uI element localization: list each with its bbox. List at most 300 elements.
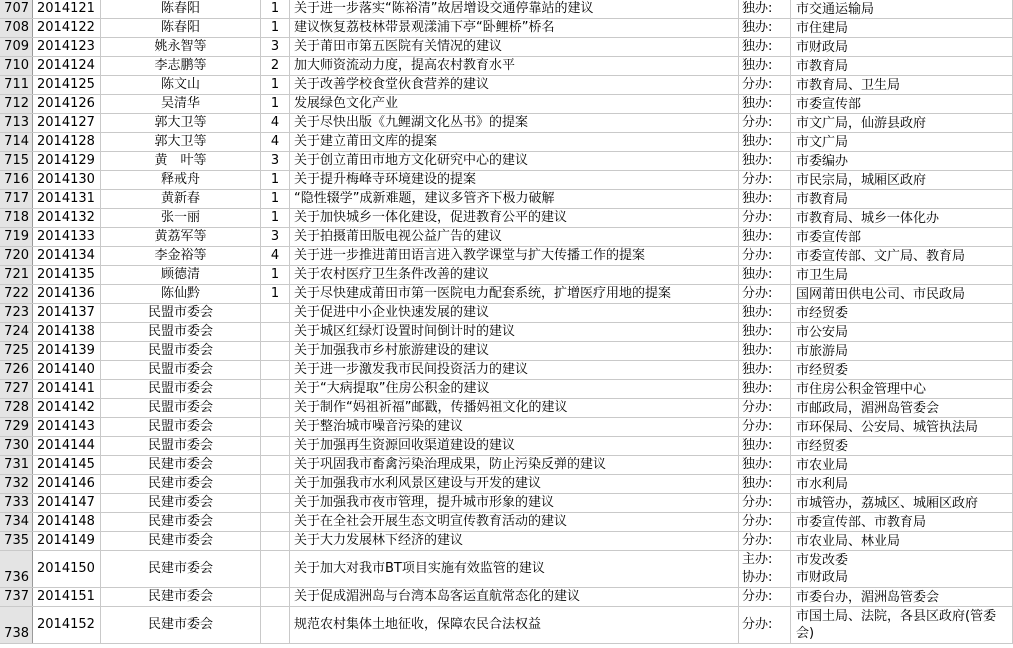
cell-handling-mode[interactable]: [739, 152, 791, 170]
row-header[interactable]: 724: [0, 323, 33, 341]
cell-department[interactable]: [791, 228, 1013, 246]
cell-count[interactable]: 1: [261, 209, 290, 227]
cell-handling-mode[interactable]: [739, 19, 791, 37]
table-row[interactable]: [0, 38, 1013, 57]
cell-count[interactable]: [261, 399, 290, 417]
cell-count[interactable]: [261, 532, 290, 550]
handling-mode-text: 分办:: [742, 617, 773, 632]
cell-handling-mode[interactable]: [739, 551, 791, 587]
cell-department[interactable]: [791, 588, 1013, 606]
cell-handling-mode[interactable]: [739, 228, 791, 246]
department-text: 市发改委: [796, 553, 849, 568]
table-row[interactable]: [0, 209, 1013, 228]
handling-mode-text: 分办:: [742, 533, 773, 548]
cell-count[interactable]: 2: [261, 57, 290, 75]
cell-title[interactable]: 关于尽快出版《九鲤湖文化丛书》的提案: [290, 114, 739, 132]
cell-proposer[interactable]: 民盟市委会: [101, 342, 261, 360]
cell-title[interactable]: 关于制作“妈祖祈福”邮戳，传播妈祖文化的建议: [290, 399, 739, 417]
cell-title[interactable]: 关于拍摄莆田版电视公益广告的建议: [290, 228, 739, 246]
table-row[interactable]: [0, 399, 1013, 418]
cell-department[interactable]: [791, 494, 1013, 512]
department-text: 市委宣传部: [796, 96, 862, 112]
cell-department[interactable]: [791, 190, 1013, 208]
handling-mode-text: 分办:: [742, 115, 773, 130]
cell-department[interactable]: [791, 475, 1013, 493]
handling-mode-text: 协办:: [742, 570, 773, 585]
cell-count[interactable]: 1: [261, 266, 290, 284]
cell-proposer[interactable]: 民建市委会: [101, 588, 261, 606]
cell-proposer[interactable]: 民建市委会: [101, 456, 261, 474]
table-row[interactable]: [0, 551, 1013, 588]
table-row[interactable]: [0, 0, 1013, 19]
cell-handling-mode[interactable]: [739, 114, 791, 132]
cell-proposer[interactable]: 陈仙黔: [101, 285, 261, 303]
row-header[interactable]: 712: [0, 95, 33, 113]
cell-code[interactable]: 2014136: [33, 285, 101, 303]
cell-count[interactable]: 4: [261, 114, 290, 132]
department-text: 市文广局: [796, 134, 849, 150]
handling-mode-text: 分办:: [742, 172, 773, 187]
table-row[interactable]: [0, 588, 1013, 607]
row-header[interactable]: 729: [0, 418, 33, 436]
cell-department[interactable]: [791, 456, 1013, 474]
cell-title[interactable]: 关于加强我市水利风景区建设与开发的建议: [290, 475, 739, 493]
cell-department[interactable]: [791, 342, 1013, 360]
cell-title[interactable]: 关于尽快建成莆田市第一医院电力配套系统，扩增医疗用地的提案: [290, 285, 739, 303]
cell-count[interactable]: 1: [261, 171, 290, 189]
cell-code[interactable]: 2014152: [33, 607, 101, 643]
handling-mode-text: 分办:: [742, 419, 773, 434]
cell-proposer[interactable]: 民建市委会: [101, 607, 261, 643]
row-header[interactable]: 735: [0, 532, 33, 550]
row-header[interactable]: 732: [0, 475, 33, 493]
row-header[interactable]: 718: [0, 209, 33, 227]
cell-title[interactable]: 关于整治城市噪音污染的建议: [290, 418, 739, 436]
cell-code[interactable]: 2014132: [33, 209, 101, 227]
cell-code[interactable]: 2014135: [33, 266, 101, 284]
cell-title[interactable]: 关于农村医疗卫生条件改善的建议: [290, 266, 739, 284]
cell-count[interactable]: [261, 494, 290, 512]
cell-handling-mode[interactable]: [739, 133, 791, 151]
department-text: 市财政局: [796, 570, 849, 585]
table-row[interactable]: [0, 361, 1013, 380]
cell-code[interactable]: 2014123: [33, 38, 101, 56]
cell-title[interactable]: 关于进一步推进莆田语言进入教学课堂与扩大传播工作的提案: [290, 247, 739, 265]
cell-handling-mode[interactable]: [739, 588, 791, 606]
cell-handling-mode[interactable]: [739, 475, 791, 493]
cell-proposer[interactable]: 张一丽: [101, 209, 261, 227]
table-row[interactable]: [0, 19, 1013, 38]
row-header[interactable]: 719: [0, 228, 33, 246]
cell-title[interactable]: 关于创立莆田市地方文化研究中心的建议: [290, 152, 739, 170]
cell-proposer[interactable]: 姚永智等: [101, 38, 261, 56]
cell-code[interactable]: 2014144: [33, 437, 101, 455]
cell-count[interactable]: [261, 418, 290, 436]
cell-count[interactable]: [261, 551, 290, 587]
cell-count[interactable]: 1: [261, 190, 290, 208]
cell-department[interactable]: [791, 209, 1013, 227]
cell-title[interactable]: 关于加强我市乡村旅游建设的建议: [290, 342, 739, 360]
table-row[interactable]: [0, 76, 1013, 95]
handling-mode-text: 独办:: [742, 20, 773, 35]
table-row[interactable]: [0, 532, 1013, 551]
cell-handling-mode[interactable]: [739, 0, 791, 18]
handling-mode-text: 独办:: [742, 1, 773, 16]
cell-count[interactable]: [261, 437, 290, 455]
row-header[interactable]: 711: [0, 76, 33, 94]
department-text: 市住建局: [796, 20, 849, 36]
cell-handling-mode[interactable]: [739, 57, 791, 75]
table-row[interactable]: [0, 456, 1013, 475]
table-row[interactable]: [0, 513, 1013, 532]
department-text: 国网莆田供电公司、市民政局: [796, 286, 966, 302]
row-header[interactable]: 736: [0, 551, 33, 587]
department-text: 市经贸委: [796, 305, 849, 321]
cell-title[interactable]: 关于加强再生资源回收渠道建设的建议: [290, 437, 739, 455]
department-text: 市财政局: [796, 39, 849, 55]
table-row[interactable]: [0, 285, 1013, 304]
row-header[interactable]: 733: [0, 494, 33, 512]
cell-handling-mode[interactable]: [739, 209, 791, 227]
cell-department[interactable]: [791, 551, 1013, 587]
cell-department[interactable]: [791, 19, 1013, 37]
row-header[interactable]: 722: [0, 285, 33, 303]
cell-code[interactable]: 2014129: [33, 152, 101, 170]
row-header[interactable]: 707: [0, 0, 33, 18]
cell-proposer[interactable]: 民盟市委会: [101, 361, 261, 379]
department-text: 市邮政局，湄洲岛管委会: [796, 400, 940, 416]
handling-mode-text: 独办:: [742, 343, 773, 358]
cell-code[interactable]: 2014141: [33, 380, 101, 398]
cell-department[interactable]: [791, 418, 1013, 436]
table-row[interactable]: [0, 323, 1013, 342]
cell-count[interactable]: [261, 323, 290, 341]
cell-proposer[interactable]: 黄新春: [101, 190, 261, 208]
handling-mode-text: 分办:: [742, 77, 773, 92]
cell-department[interactable]: [791, 304, 1013, 322]
handling-mode-text: 独办:: [742, 191, 773, 206]
cell-title[interactable]: 关于大力发展林下经济的建议: [290, 532, 739, 550]
cell-count[interactable]: [261, 513, 290, 531]
department-text: 市教育局: [796, 58, 849, 74]
row-header[interactable]: 721: [0, 266, 33, 284]
cell-code[interactable]: 2014145: [33, 456, 101, 474]
cell-count[interactable]: 1: [261, 285, 290, 303]
cell-proposer[interactable]: 释戒舟: [101, 171, 261, 189]
cell-count[interactable]: 4: [261, 247, 290, 265]
cell-code[interactable]: 2014134: [33, 247, 101, 265]
cell-department[interactable]: [791, 532, 1013, 550]
department-text: 市卫生局: [796, 267, 849, 283]
cell-department[interactable]: [791, 437, 1013, 455]
cell-handling-mode[interactable]: [739, 437, 791, 455]
cell-department[interactable]: [791, 0, 1013, 18]
cell-handling-mode[interactable]: [739, 171, 791, 189]
cell-proposer[interactable]: 陈文山: [101, 76, 261, 94]
row-header[interactable]: 713: [0, 114, 33, 132]
department-text: 市文广局，仙游县政府: [796, 115, 927, 131]
cell-code[interactable]: 2014143: [33, 418, 101, 436]
cell-title[interactable]: “隐性辍学”成新难题，建议多管齐下极力破解: [290, 190, 739, 208]
cell-handling-mode[interactable]: [739, 95, 791, 113]
cell-handling-mode[interactable]: [739, 456, 791, 474]
cell-code[interactable]: 2014121: [33, 0, 101, 18]
cell-code[interactable]: 2014137: [33, 304, 101, 322]
table-row[interactable]: [0, 304, 1013, 323]
cell-handling-mode[interactable]: [739, 361, 791, 379]
cell-title[interactable]: 关于进一步激发我市民间投资活力的建议: [290, 361, 739, 379]
cell-code[interactable]: 2014147: [33, 494, 101, 512]
cell-handling-mode[interactable]: [739, 380, 791, 398]
cell-handling-mode[interactable]: [739, 76, 791, 94]
cell-count[interactable]: 1: [261, 76, 290, 94]
department-text: 市委宣传部、市教育局: [796, 514, 927, 530]
cell-code[interactable]: 2014126: [33, 95, 101, 113]
handling-mode-text: 独办:: [742, 39, 773, 54]
cell-code[interactable]: 2014148: [33, 513, 101, 531]
cell-code[interactable]: 2014131: [33, 190, 101, 208]
table-row[interactable]: [0, 418, 1013, 437]
cell-handling-mode[interactable]: [739, 266, 791, 284]
cell-proposer[interactable]: 陈春阳: [101, 19, 261, 37]
cell-department[interactable]: [791, 57, 1013, 75]
cell-proposer[interactable]: 黄荔军等: [101, 228, 261, 246]
cell-count[interactable]: [261, 304, 290, 322]
cell-handling-mode[interactable]: [739, 607, 791, 643]
table-row[interactable]: [0, 380, 1013, 399]
cell-handling-mode[interactable]: [739, 399, 791, 417]
cell-title[interactable]: 关于促进中小企业快速发展的建议: [290, 304, 739, 322]
cell-title[interactable]: 关于促成湄洲岛与台湾本岛客运直航常态化的建议: [290, 588, 739, 606]
cell-title[interactable]: 建议恢复荔枝林带景观漾浦下亭“卧鲤桥”桥名: [290, 19, 739, 37]
cell-count[interactable]: 4: [261, 133, 290, 151]
cell-department[interactable]: [791, 133, 1013, 151]
cell-count[interactable]: 3: [261, 152, 290, 170]
row-header[interactable]: 717: [0, 190, 33, 208]
cell-title[interactable]: 关于建立莆田文库的提案: [290, 133, 739, 151]
handling-mode-text: 分办:: [742, 589, 773, 604]
cell-department[interactable]: [791, 607, 1013, 643]
cell-department[interactable]: [791, 399, 1013, 417]
cell-department[interactable]: [791, 247, 1013, 265]
table-row[interactable]: [0, 133, 1013, 152]
row-header[interactable]: 731: [0, 456, 33, 474]
cell-proposer[interactable]: 民盟市委会: [101, 437, 261, 455]
table-row[interactable]: [0, 95, 1013, 114]
cell-title[interactable]: 关于巩固我市畜禽污染治理成果，防止污染反弹的建议: [290, 456, 739, 474]
row-header[interactable]: 738: [0, 607, 33, 643]
cell-proposer[interactable]: 民盟市委会: [101, 380, 261, 398]
table-row[interactable]: [0, 152, 1013, 171]
row-header[interactable]: 716: [0, 171, 33, 189]
cell-department[interactable]: [791, 152, 1013, 170]
table-row[interactable]: [0, 228, 1013, 247]
cell-proposer[interactable]: 民盟市委会: [101, 323, 261, 341]
cell-handling-mode[interactable]: [739, 494, 791, 512]
row-header[interactable]: 710: [0, 57, 33, 75]
cell-department[interactable]: [791, 513, 1013, 531]
cell-code[interactable]: 2014138: [33, 323, 101, 341]
department-text: 市教育局: [796, 191, 849, 207]
handling-mode-text: 独办:: [742, 305, 773, 320]
cell-handling-mode[interactable]: [739, 304, 791, 322]
cell-handling-mode[interactable]: [739, 247, 791, 265]
row-header[interactable]: 715: [0, 152, 33, 170]
cell-count[interactable]: [261, 475, 290, 493]
row-header[interactable]: 714: [0, 133, 33, 151]
table-row[interactable]: [0, 171, 1013, 190]
cell-code[interactable]: 2014130: [33, 171, 101, 189]
cell-proposer[interactable]: 李金裕等: [101, 247, 261, 265]
row-header[interactable]: 708: [0, 19, 33, 37]
cell-handling-mode[interactable]: [739, 342, 791, 360]
department-text: 市农业局: [796, 457, 849, 473]
cell-proposer[interactable]: 民盟市委会: [101, 399, 261, 417]
table-row[interactable]: [0, 494, 1013, 513]
row-header[interactable]: 726: [0, 361, 33, 379]
cell-department[interactable]: [791, 76, 1013, 94]
cell-count[interactable]: [261, 607, 290, 643]
row-header[interactable]: 725: [0, 342, 33, 360]
cell-count[interactable]: 3: [261, 38, 290, 56]
handling-mode-text: 分办:: [742, 495, 773, 510]
cell-department[interactable]: [791, 266, 1013, 284]
cell-code[interactable]: 2014133: [33, 228, 101, 246]
cell-proposer[interactable]: 黄 叶等: [101, 152, 261, 170]
department-text: 市国土局、法院，各县区政府(管委会): [796, 609, 997, 641]
cell-title[interactable]: 关于在全社会开展生态文明宣传教育活动的建议: [290, 513, 739, 531]
cell-handling-mode[interactable]: [739, 323, 791, 341]
table-row[interactable]: [0, 247, 1013, 266]
cell-count[interactable]: 1: [261, 19, 290, 37]
cell-handling-mode[interactable]: [739, 190, 791, 208]
cell-count[interactable]: [261, 361, 290, 379]
department-text: 市农业局、林业局: [796, 533, 901, 549]
cell-title[interactable]: 关于加快城乡一体化建设，促进教育公平的建议: [290, 209, 739, 227]
department-text: 市教育局、卫生局: [796, 77, 901, 93]
department-text: 市环保局、公安局、城管执法局: [796, 419, 979, 435]
handling-mode-text: 独办:: [742, 324, 773, 339]
cell-proposer[interactable]: 李志鹏等: [101, 57, 261, 75]
cell-handling-mode[interactable]: [739, 532, 791, 550]
cell-handling-mode[interactable]: [739, 38, 791, 56]
cell-code[interactable]: 2014151: [33, 588, 101, 606]
cell-title[interactable]: 关于城区红绿灯设置时间倒计时的建议: [290, 323, 739, 341]
cell-department[interactable]: [791, 380, 1013, 398]
cell-proposer[interactable]: 民建市委会: [101, 551, 261, 587]
row-header[interactable]: 727: [0, 380, 33, 398]
cell-code[interactable]: 2014125: [33, 76, 101, 94]
department-text: 市民宗局，城厢区政府: [796, 172, 927, 188]
cell-handling-mode[interactable]: [739, 418, 791, 436]
cell-proposer[interactable]: 民建市委会: [101, 494, 261, 512]
cell-department[interactable]: [791, 38, 1013, 56]
table-row[interactable]: [0, 57, 1013, 76]
cell-department[interactable]: [791, 114, 1013, 132]
cell-proposer[interactable]: 民建市委会: [101, 532, 261, 550]
table-row[interactable]: [0, 437, 1013, 456]
cell-count[interactable]: [261, 588, 290, 606]
cell-handling-mode[interactable]: [739, 513, 791, 531]
cell-proposer[interactable]: 顾德清: [101, 266, 261, 284]
row-header[interactable]: 709: [0, 38, 33, 56]
cell-title[interactable]: 关于加大对我市BT项目实施有效监管的建议: [290, 551, 739, 587]
table-row[interactable]: [0, 114, 1013, 133]
cell-title[interactable]: 规范农村集体土地征收，保障农民合法权益: [290, 607, 739, 643]
cell-title[interactable]: 关于加强我市夜市管理，提升城市形象的建议: [290, 494, 739, 512]
cell-department[interactable]: [791, 323, 1013, 341]
cell-proposer[interactable]: 民建市委会: [101, 475, 261, 493]
department-text: 市交通运输局: [796, 1, 875, 17]
cell-proposer[interactable]: 陈春阳: [101, 0, 261, 18]
cell-title[interactable]: 关于进一步落实“陈裕清”故居增设交通停靠站的建议: [290, 0, 739, 18]
cell-count[interactable]: [261, 342, 290, 360]
cell-code[interactable]: 2014150: [33, 551, 101, 587]
handling-mode-text: 分办:: [742, 400, 773, 415]
handling-mode-text: 独办:: [742, 381, 773, 396]
cell-proposer[interactable]: 郭大卫等: [101, 133, 261, 151]
cell-count[interactable]: [261, 380, 290, 398]
cell-title[interactable]: 关于改善学校食堂伙食营养的建议: [290, 76, 739, 94]
row-header[interactable]: 730: [0, 437, 33, 455]
department-text: 市经贸委: [796, 438, 849, 454]
cell-department[interactable]: [791, 95, 1013, 113]
cell-code[interactable]: 2014146: [33, 475, 101, 493]
cell-proposer[interactable]: 民盟市委会: [101, 418, 261, 436]
cell-title[interactable]: 关于提升梅峰寺环境建设的提案: [290, 171, 739, 189]
cell-code[interactable]: 2014124: [33, 57, 101, 75]
cell-proposer[interactable]: 民建市委会: [101, 513, 261, 531]
row-header[interactable]: 720: [0, 247, 33, 265]
table-row[interactable]: [0, 266, 1013, 285]
cell-handling-mode[interactable]: [739, 285, 791, 303]
cell-code[interactable]: 2014140: [33, 361, 101, 379]
table-row[interactable]: [0, 607, 1013, 644]
cell-title[interactable]: 加大师资流动力度，提高农村教育水平: [290, 57, 739, 75]
cell-code[interactable]: 2014122: [33, 19, 101, 37]
table-row[interactable]: [0, 475, 1013, 494]
cell-count[interactable]: 1: [261, 95, 290, 113]
cell-code[interactable]: 2014142: [33, 399, 101, 417]
table-row[interactable]: [0, 342, 1013, 361]
table-row[interactable]: [0, 190, 1013, 209]
cell-department[interactable]: [791, 171, 1013, 189]
cell-title[interactable]: 关于莆田市第五医院有关情况的建议: [290, 38, 739, 56]
cell-code[interactable]: 2014139: [33, 342, 101, 360]
cell-count[interactable]: 1: [261, 0, 290, 18]
cell-department[interactable]: [791, 285, 1013, 303]
cell-count[interactable]: [261, 456, 290, 474]
handling-mode-text: 分办:: [742, 210, 773, 225]
cell-code[interactable]: 2014128: [33, 133, 101, 151]
handling-mode-text: 分办:: [742, 286, 773, 301]
cell-count[interactable]: 3: [261, 228, 290, 246]
cell-department[interactable]: [791, 361, 1013, 379]
cell-code[interactable]: 2014149: [33, 532, 101, 550]
cell-code[interactable]: 2014127: [33, 114, 101, 132]
cell-title[interactable]: 关于“大病提取”住房公积金的建议: [290, 380, 739, 398]
row-header[interactable]: 723: [0, 304, 33, 322]
row-header[interactable]: 734: [0, 513, 33, 531]
cell-proposer[interactable]: 民盟市委会: [101, 304, 261, 322]
cell-proposer[interactable]: 郭大卫等: [101, 114, 261, 132]
row-header[interactable]: 737: [0, 588, 33, 606]
row-header[interactable]: 728: [0, 399, 33, 417]
handling-mode-text: 独办:: [742, 267, 773, 282]
cell-proposer[interactable]: 吴清华: [101, 95, 261, 113]
cell-title[interactable]: 发展绿色文化产业: [290, 95, 739, 113]
department-text: 市旅游局: [796, 343, 849, 359]
